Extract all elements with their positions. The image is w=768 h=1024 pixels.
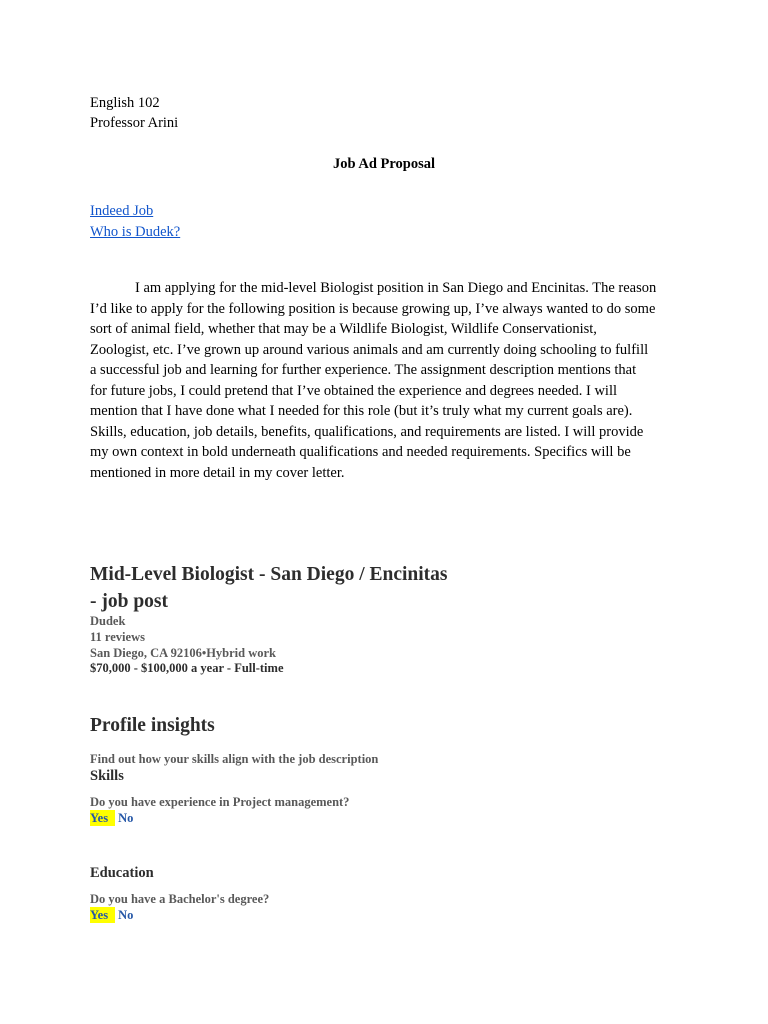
intro-line: mentioned in more detail in my cover letter. <box>90 464 345 481</box>
skills-no-button[interactable]: No <box>118 811 134 825</box>
skills-yes-button[interactable]: Yes <box>90 810 115 826</box>
education-heading: Education <box>90 865 154 881</box>
education-no-button[interactable]: No <box>118 908 134 922</box>
job-title-line-1: Mid-Level Biologist - San Diego / Encinitas <box>90 564 448 585</box>
intro-line: for future jobs, I could pretend that I’ve obtained the experience and degrees needed. I will <box>90 382 618 399</box>
intro-line: a successful job and learning for further experience. The assignment description mentions that <box>90 362 637 378</box>
skills-answers <box>90 810 133 826</box>
job-title-line-2: - job post <box>90 591 169 612</box>
intro-line: sort of animal field, whether that may be a Wildlife Biologist, Wildlife Conservationist, <box>90 321 597 337</box>
insights-intro: Find out how your skills align with the job description <box>90 752 379 766</box>
intro-line: Skills, education, job details, benefits, qualifications, and requirements are listed. I will provide <box>90 423 644 440</box>
education-answers <box>90 907 133 923</box>
intro-line: I’d like to apply for the following position is because growing up, I’ve always wanted to do some <box>90 300 656 317</box>
company-name: Dudek <box>90 614 126 628</box>
intro-line: my own context in bold underneath qualifications and needed requirements. Specifics will be <box>90 444 631 460</box>
who-is-dudek-link[interactable]: Who is Dudek? <box>90 224 181 240</box>
intro-paragraph <box>90 278 690 483</box>
professor-name: Professor Arini <box>90 115 179 131</box>
intro-line: Zoologist, etc. I’ve grown up around various animals and am currently doing schooling to fulfill <box>90 341 649 358</box>
profile-insights-heading: Profile insights <box>90 715 215 736</box>
job-salary: $70,000 - $100,000 a year - Full-time <box>90 661 284 675</box>
intro-line: I am applying for the mid-level Biologist position in San Diego and Encinitas. The reason <box>135 280 657 296</box>
skills-question: Do you have experience in Project management? <box>90 795 350 809</box>
company-reviews: 11 reviews <box>90 630 145 644</box>
skills-heading: Skills <box>90 768 124 784</box>
document-title: Job Ad Proposal <box>332 156 436 172</box>
course-name: English 102 <box>90 95 160 111</box>
education-yes-button[interactable]: Yes <box>90 907 115 923</box>
education-question: Do you have a Bachelor's degree? <box>90 892 270 906</box>
intro-line: mention that I have done what I needed for this role (but it’s truly what my current goals are). <box>90 403 633 419</box>
job-location: San Diego, CA 92106•Hybrid work <box>90 646 276 660</box>
indeed-job-link[interactable]: Indeed Job <box>90 203 154 219</box>
